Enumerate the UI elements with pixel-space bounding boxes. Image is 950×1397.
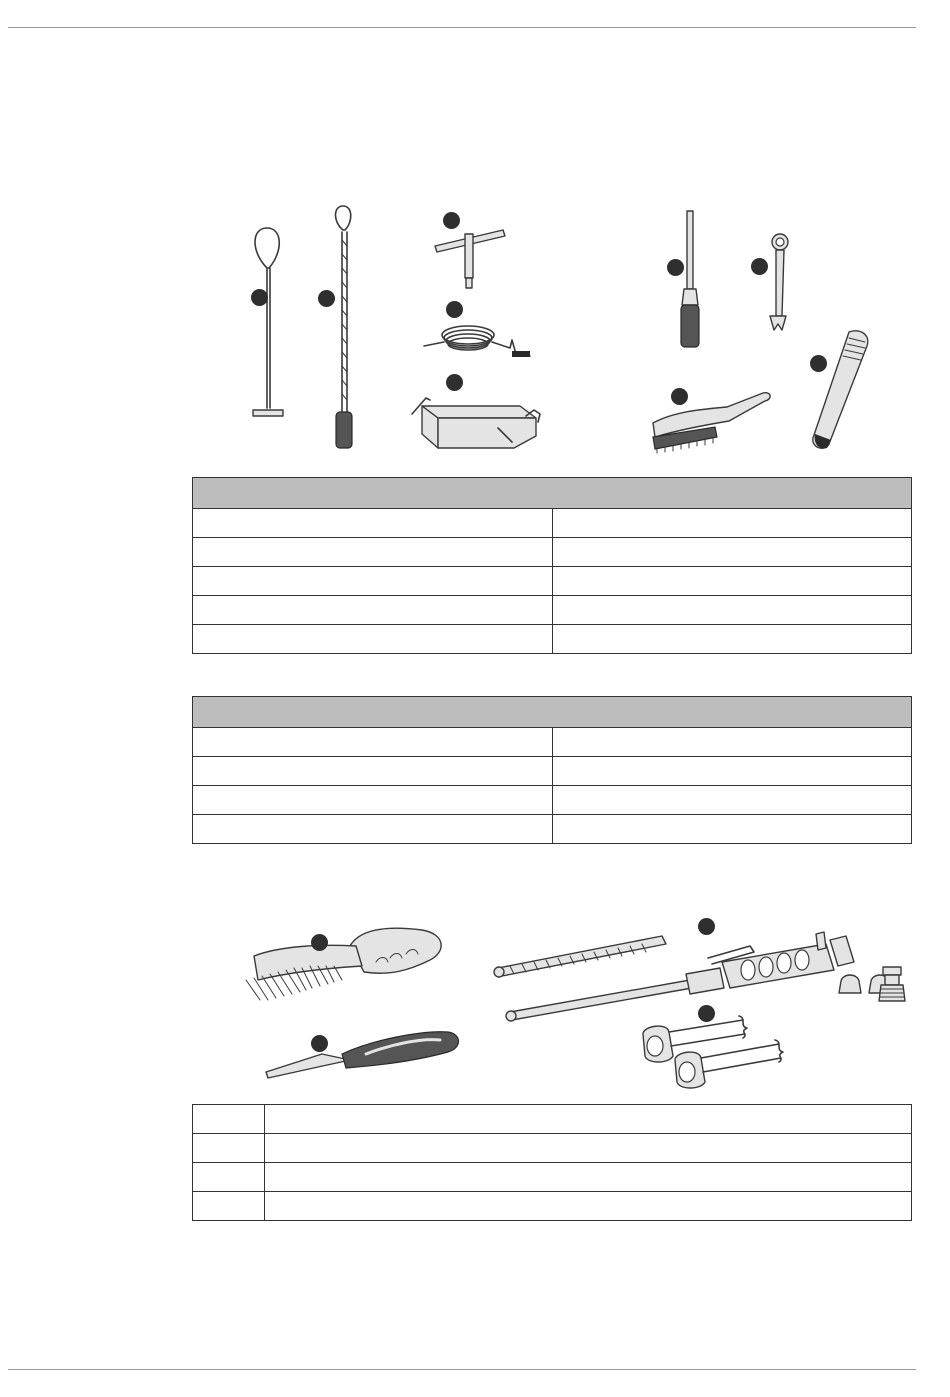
table-row xyxy=(193,1163,912,1192)
nozzle-caps-icon xyxy=(835,963,910,1008)
wire-brush-icon xyxy=(240,922,450,1007)
table-row xyxy=(193,538,912,567)
coiled-cleaning-spiral-icon xyxy=(420,318,540,368)
item-number xyxy=(193,625,553,654)
nozzle-sleeve-icon xyxy=(805,322,880,452)
callout-marker xyxy=(671,388,688,405)
item-number xyxy=(193,1134,265,1163)
bottom-rule xyxy=(8,1369,916,1370)
item-description xyxy=(552,538,912,567)
callout-marker xyxy=(698,918,715,935)
item-number xyxy=(193,509,553,538)
item-number xyxy=(193,786,553,815)
ash-tray-icon xyxy=(408,388,548,453)
table-row xyxy=(193,596,912,625)
item-number xyxy=(193,728,553,757)
item-number xyxy=(193,1192,265,1221)
table-row xyxy=(193,786,912,815)
callout-marker xyxy=(311,1035,328,1052)
item-description xyxy=(552,728,912,757)
callout-marker xyxy=(446,374,463,391)
item-description xyxy=(552,567,912,596)
item-number xyxy=(193,1105,265,1134)
table-row xyxy=(193,815,912,844)
cleaning-rod-loop-icon xyxy=(245,220,295,425)
callout-marker xyxy=(698,1005,715,1022)
callout-marker xyxy=(446,301,463,318)
combination-spanner-icon xyxy=(764,230,794,335)
item-number xyxy=(193,757,553,786)
callout-marker xyxy=(443,212,460,229)
table-row xyxy=(193,567,912,596)
table-row xyxy=(193,625,912,654)
table-header-row xyxy=(193,478,912,509)
parts-table-1 xyxy=(192,477,912,654)
table-header-row xyxy=(193,697,912,728)
parts-table-3 xyxy=(192,1104,912,1221)
scraper-icon xyxy=(262,1022,467,1080)
callout-marker xyxy=(810,355,827,372)
item-number xyxy=(193,815,553,844)
item-description xyxy=(265,1134,912,1163)
callout-marker xyxy=(318,290,335,307)
table-row xyxy=(193,757,912,786)
table-row xyxy=(193,1134,912,1163)
hand-brush-icon xyxy=(645,385,775,455)
top-rule xyxy=(8,27,916,28)
table-header xyxy=(193,697,912,728)
table-row xyxy=(193,1192,912,1221)
table-row xyxy=(193,728,912,757)
callout-marker xyxy=(251,289,268,306)
item-description xyxy=(265,1105,912,1134)
item-description xyxy=(552,509,912,538)
table-header xyxy=(193,478,912,509)
item-number xyxy=(193,567,553,596)
callout-marker xyxy=(311,934,328,951)
item-description xyxy=(552,815,912,844)
item-description xyxy=(552,757,912,786)
item-description xyxy=(265,1192,912,1221)
hose-connectors-icon xyxy=(635,1012,805,1092)
table-row xyxy=(193,509,912,538)
item-number xyxy=(193,596,553,625)
item-description xyxy=(265,1163,912,1192)
t-socket-wrench-icon xyxy=(425,220,515,300)
screwdriver-icon xyxy=(672,205,712,355)
callout-marker xyxy=(751,258,768,275)
item-description xyxy=(552,625,912,654)
item-number xyxy=(193,538,553,567)
item-description xyxy=(552,786,912,815)
spiral-cleaning-brush-icon xyxy=(325,200,365,455)
item-number xyxy=(193,1163,265,1192)
item-description xyxy=(552,596,912,625)
callout-marker xyxy=(667,259,684,276)
parts-table-2 xyxy=(192,696,912,844)
table-row xyxy=(193,1105,912,1134)
